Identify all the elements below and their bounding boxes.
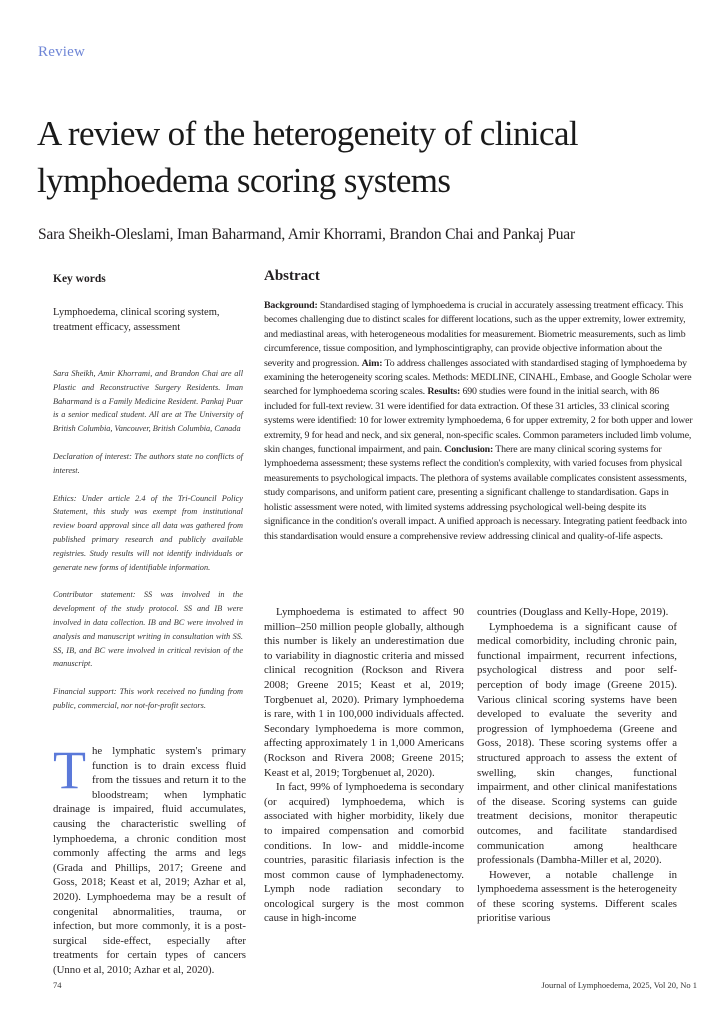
funding-note: Financial support: This work received no funding from public, commercial, nor not-for-profit sectors.: [53, 687, 243, 710]
background-label: Background:: [264, 300, 318, 311]
aim-label: Aim:: [361, 357, 383, 369]
section-label: Review: [38, 44, 86, 60]
affiliations-note: Sara Sheikh, Amir Khorrami, and Brandon Chai are all Plastic and Reconstructive Surgery Residents. Iman Baharmand is a Family Medicine Resident. Pankaj Puar is a senior medical student. All are at The University of British Columbia, Vancouver, British Columbia, Canada: [53, 369, 243, 434]
conclusion-label: Conclusion:: [444, 444, 494, 456]
results-label: Results:: [427, 386, 461, 398]
author-list: Sara Sheikh-Oleslami, Iman Baharmand, Amir Khorrami, Brandon Chai and Pankaj Puar: [38, 226, 575, 243]
page-number: 74: [53, 980, 62, 990]
abstract-text: [264, 299, 694, 544]
paragraph: [53, 740, 246, 978]
paragraph: Lymphoedema is a significant cause of medical comorbidity, including chronic pain, functional impairment, recurrent infections, psychological distress and poor self-perception of body image (Greene 2015). Various clinical scoring systems have been developed to evaluate the severity and progression of lymphoedema (Greene and Goss, 2018). These scoring systems offer a structured approach to assess the extent of swelling, skin changes, functional impairment, and other clinical manifestations of the disease. Scoring systems can guide treatment decisions, monitor therapeutic outcomes, and facilitate standardised communication among healthcare professionals (Dambha-Miller et al, 2020).: [477, 620, 677, 867]
paragraph: Lymphoedema is estimated to affect 90 million–250 million people globally, although this number is likely an underestimation due to variability in diagnostic criteria and missed clinical recognition (Rockson and Rivera 2008; Greene 2015; Keast et al, 2019; Torgbenuet al, 2020). Primary lymphoedema is rare, with 1 in 100,000 individuals affected. Secondary lymphoedema is more common, affecting approximately 1 in 1,000 Americans (Rockson and Rivera 2008; Greene 2015; Keast et al, 2019; Torgbenuet al, 2020).: [264, 606, 464, 779]
body-column-2: [264, 605, 464, 926]
abstract-heading: Abstract: [264, 268, 320, 284]
drop-cap: T: [53, 740, 86, 800]
declaration-note: Declaration of interest: The authors state no conflicts of interest.: [53, 451, 243, 475]
body-column-1: [53, 740, 246, 978]
results-text: 690 studies were found in the initial search, with 86 included for full-text review. 31 were identified for data extraction. Of these 31 articles, 33 clinical scoring systems were identified: 10 for lower extremity lymphoedema, 6 for upper extremity, 2 for both upper and lower extremity, 9 for head and neck, and six general, non-specific scales. Common parameters included limb volume, skin changes, functional impairment, and pain.: [264, 386, 693, 456]
background-text: Standardised staging of lymphoedema is crucial in accurately assessing treatment efficacy. This becomes challenging due to distinct scales for different locations, such as the upper extremity, lower extremity, and mediastinal areas, with heterogeneous modalities for measurement. Biometric measurements, such as limb circumference, tissue composition, and lymphoscintigraphy, can provide objective information about the severity and progression.: [264, 300, 686, 369]
keywords-heading: Key words: [53, 273, 106, 285]
keywords-text: Lymphoedema, clinical scoring system, treatment efficacy, assessment: [53, 307, 220, 333]
aim-text: To address challenges associated with standardised staging of lymphoedema by examining the heterogeneity scoring scales. Methods: MEDLINE, CINAHL, Embase, and Google Scholar were searched for lymphoedema scoring scales.: [264, 357, 692, 398]
journal-citation: Journal of Lymphoedema, 2025, Vol 20, No 1: [541, 980, 697, 990]
conclusion-text: There are many clinical scoring systems for lymphoedema assessment; these systems reflect the condition's complexity, with varied focuses from physical measurements to psychological impacts. The plethora of systems available complicates consistent assessments, study comparisons, and uniform patient care, presenting a significant challenge to standardisation. Gaps in holistic assessment were noted, with limited systems addressing psychological well-being despite its significance in the condition's overall impact. A unified approach is necessary. Integrating patient feedback into this standardisation would ensure a comprehensive review addressing clinical and quality-of-life aspects.: [264, 444, 687, 542]
paragraph: In fact, 99% of lymphoedema is secondary (or acquired) lymphoedema, which is associated with higher morbidity, likely due to impaired compensation and comorbid conditions. In low- and middle-income countries, parasitic filariasis infection is the most common cause of lymphadenectomy. Lymph node radiation secondary to oncological surgery is the most common cause in high-income: [264, 781, 464, 925]
article-title: A review of the heterogeneity of clinical lymphoedema scoring systems: [37, 114, 579, 200]
contributor-note: Contributor statement: SS was involved in the development of the study protocol. SS and IB were involved in data collection. IB and BC were involved in analysis and manuscript writing in consultation with SS. SS, IB, and BC were involved in critical revision of the manuscript.: [53, 590, 243, 669]
abstract-section: [264, 268, 694, 544]
paragraph: countries (Douglass and Kelly-Hope, 2019).: [477, 606, 669, 618]
paragraph: However, a notable challenge in lymphoedema assessment is the heterogeneity of these scoring systems. Different scales prioritise various: [477, 868, 677, 925]
ethics-note: Ethics: Under article 2.4 of the Tri-Council Policy Statement, this study was exempt from institutional review board approval since all data was gathered from published primary research and publicly available registries. Study results will not identify individuals or generate new forms of identifiable information.: [53, 493, 243, 572]
paragraph-text: he lymphatic system's primary function is to drain excess fluid from the tissues and return it to the bloodstream; when lymphatic drainage is impaired, fluid accumulates, causing the characteristic swelling of lymphoedema, a chronic condition most commonly affecting the arms and legs (Grada and Phillips, 2017; Greene and Goss, 2018; Keast et al, 2019; Azhar et al, 2020). Lymphoedema may be a result of congenital abnormalities, trauma, or infection, but more commonly, it is a post-surgical side-effect, especially after treatments for certain types of cancers (Unno et al, 2010; Azhar et al, 2020).: [53, 745, 246, 976]
body-column-3: [477, 605, 677, 926]
sidebar: [53, 273, 243, 727]
